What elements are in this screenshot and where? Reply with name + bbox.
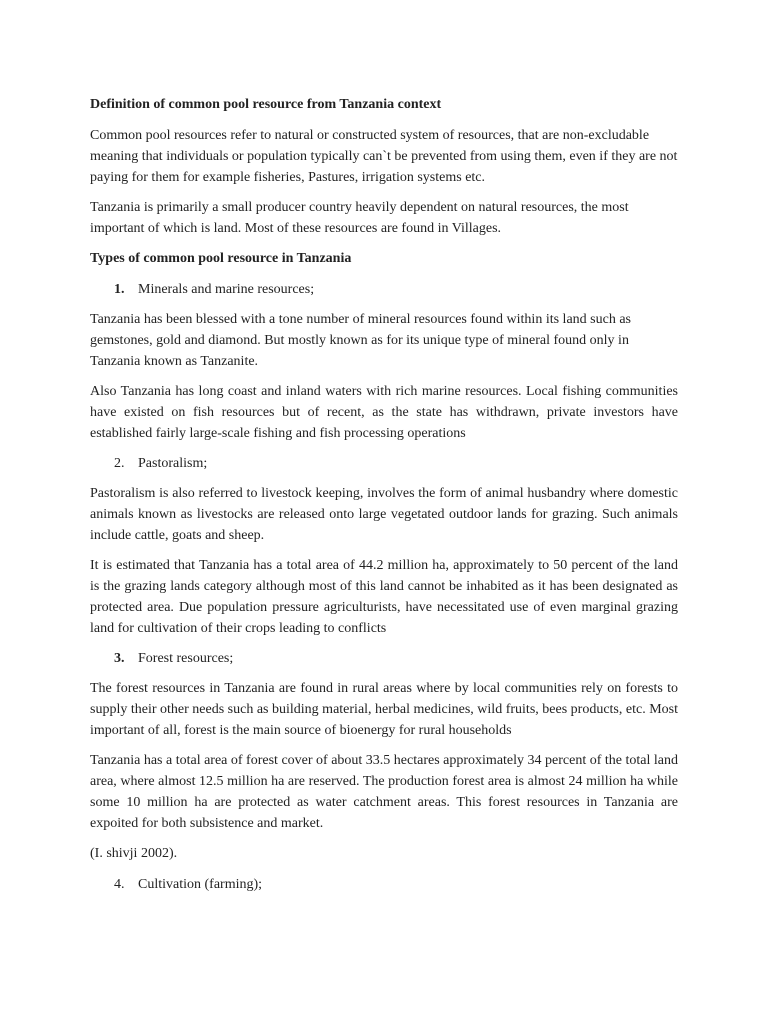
list-item-cultivation xyxy=(90,874,678,895)
paragraph-pastoralism: Pastoralism is also referred to livestock keeping, involves the form of animal husbandry where domestic animals known as livestocks are released onto large vegetated outdoor lands for grazing. Such animals include cattle, goats and sheep. xyxy=(90,486,678,543)
list-item-pastoralism xyxy=(90,453,678,474)
paragraph-forest-cover: Tanzania has a total area of forest cover of about 33.5 hectares approximately 34 percent of the total land area, where almost 12.5 million ha are reserved. The production forest area is almost 24 million ha while some 10 million ha are protected as water catchment areas. This forest resources in Tanzania are expoited for both subsistence and market. xyxy=(90,753,678,831)
list-number: 4. xyxy=(114,877,125,892)
list-label: Pastoralism; xyxy=(138,456,208,471)
list-label: Cultivation (farming); xyxy=(138,877,263,892)
list-label: Forest resources; xyxy=(138,651,234,666)
section-heading-definition: Definition of common pool resource from Tanzania context xyxy=(90,97,442,112)
citation: (I. shivji 2002). xyxy=(90,846,178,861)
list-number: 3. xyxy=(114,651,125,666)
paragraph-definition: Common pool resources refer to natural or constructed system of resources, that are non-excludable meaning that individuals or population typically can`t be prevented from using them, even if they are not paying for them for example fisheries, Pastures, irrigation systems etc. xyxy=(90,128,678,185)
paragraph-minerals: Tanzania has been blessed with a tone number of mineral resources found within its land such as gemstones, gold and diamond. But mostly known as for its unique type of mineral found only in Tanzania known as Tanzanite. xyxy=(90,312,631,369)
list-number: 2. xyxy=(114,456,125,471)
list-number: 1. xyxy=(114,282,125,297)
paragraph-forest: The forest resources in Tanzania are found in rural areas where by local communities rely on forests to supply their other needs such as building material, herbal medicines, wild fruits, bees products, etc. Most important of all, forest is the main source of bioenergy for rural households xyxy=(90,681,678,738)
list-label: Minerals and marine resources; xyxy=(138,282,315,297)
paragraph-grazing-area: It is estimated that Tanzania has a total area of 44.2 million ha, approximately to 50 percent of the land is the grazing lands category although most of this land cannot be inhabited as it has been designated as protected area. Due population pressure agriculturists, have necessitated use of even marginal grazing land for cultivation of their crops leading to conflicts xyxy=(90,558,678,636)
paragraph-marine: Also Tanzania has long coast and inland waters with rich marine resources. Local fishing communities have existed on fish resources but of recent, as the state has withdrawn, private investors have established fairly large-scale fishing and fish processing operations xyxy=(90,384,678,441)
paragraph-tanzania-producer: Tanzania is primarily a small producer country heavily dependent on natural resources, the most important of which is land. Most of these resources are found in Villages. xyxy=(90,200,629,236)
list-item-forest xyxy=(90,648,678,669)
section-heading-types: Types of common pool resource in Tanzania xyxy=(90,251,352,266)
list-item-minerals xyxy=(90,279,678,300)
document-content xyxy=(90,94,678,904)
